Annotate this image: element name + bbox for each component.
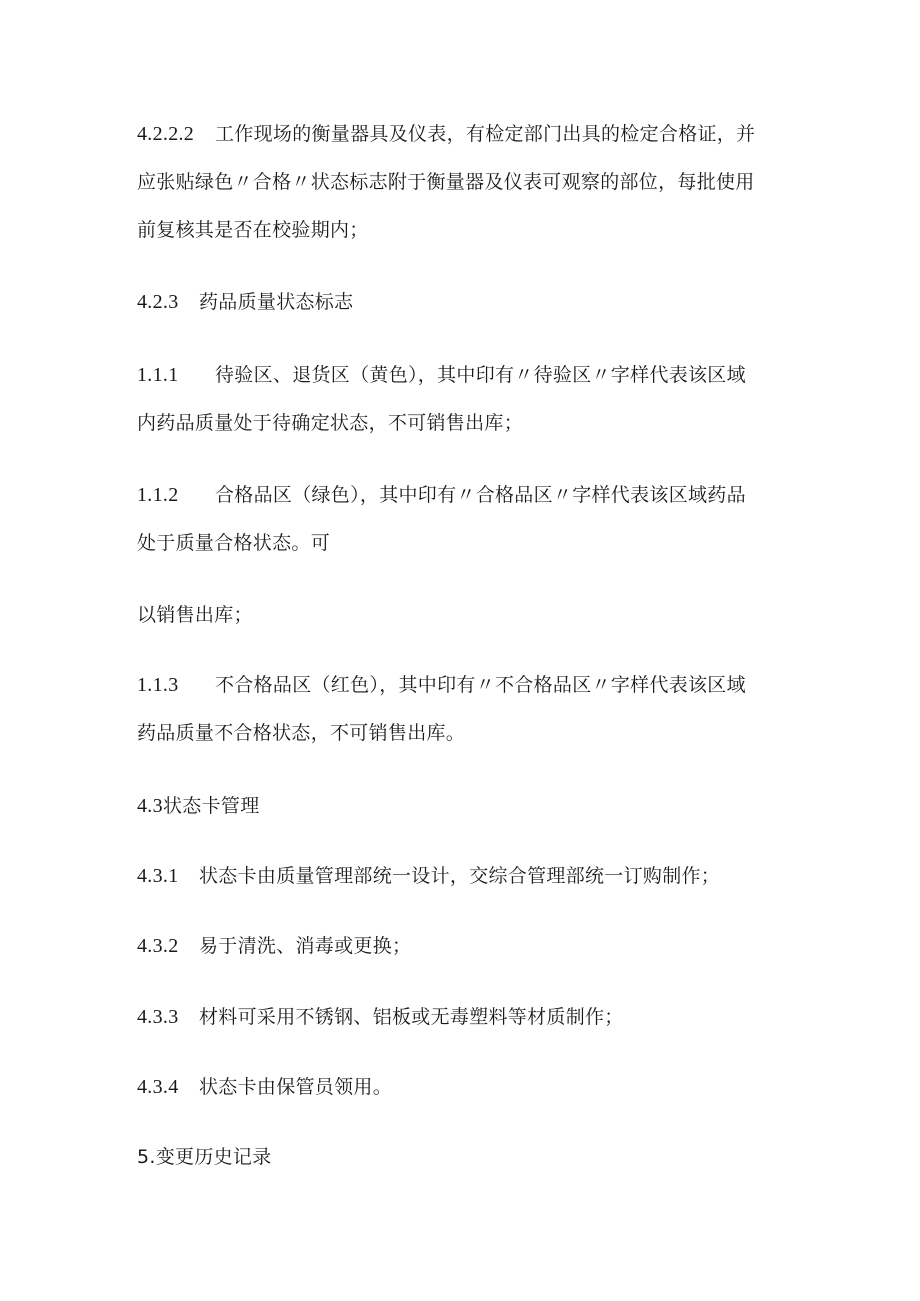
section-number: 1.1.1 <box>137 364 179 386</box>
paragraph-text: 易于清洗、消毒或更换； <box>199 935 412 957</box>
paragraph-1-1-2-continued <box>137 591 785 639</box>
section-number: 1.1.3 <box>137 674 179 696</box>
paragraph-line: 以销售出库； <box>137 604 253 626</box>
paragraph-line <box>137 993 785 1041</box>
paragraph-1-1-2 <box>137 471 785 567</box>
paragraph-4-3-3 <box>137 993 785 1041</box>
section-number: 4.3.4 <box>137 1076 179 1098</box>
paragraph-text: 不合格品区（红色），其中印有〃不合格品区〃字样代表该区域 <box>215 674 746 696</box>
heading-4-2-3 <box>137 278 785 326</box>
paragraph-4-2-2-2 <box>137 110 785 254</box>
section-number: 4.3 <box>137 795 163 817</box>
section-heading: 5.变更历史记录 <box>137 1146 272 1168</box>
paragraph-line: 处于质量合格状态。可 <box>137 532 331 554</box>
paragraph-line: 应张贴绿色〃合格〃状态标志附于衡量器及仪表可观察的部位，每批使用 <box>137 171 755 193</box>
paragraph-1-1-3 <box>137 661 785 757</box>
paragraph-line: 药品质量不合格状态，不可销售出库。 <box>137 722 466 744</box>
section-number: 4.3.2 <box>137 935 179 957</box>
heading-5-change-history <box>137 1133 785 1181</box>
paragraph-text: 状态卡由保管员领用。 <box>199 1076 393 1098</box>
paragraph-line <box>137 278 785 326</box>
paragraph-text: 合格品区（绿色），其中印有〃合格品区〃字样代表该区域药品 <box>215 484 746 506</box>
section-title: 状态卡管理 <box>163 795 260 817</box>
paragraph-text: 材料可采用不锈钢、铝板或无毒塑料等材质制作； <box>199 1006 624 1028</box>
paragraph-line <box>137 1063 785 1111</box>
paragraph-text: 状态卡由质量管理部统一设计，交综合管理部统一订购制作； <box>199 865 721 887</box>
paragraph-line <box>137 782 785 830</box>
section-number: 4.3.1 <box>137 865 179 887</box>
paragraph-4-3-4 <box>137 1063 785 1111</box>
paragraph-line <box>137 852 785 900</box>
paragraph-line <box>137 922 785 970</box>
section-title: 药品质量状态标志 <box>199 291 354 313</box>
heading-4-3 <box>137 782 785 830</box>
paragraph-line <box>137 110 785 158</box>
section-number: 1.1.2 <box>137 484 179 506</box>
paragraph-text: 待验区、退货区（黄色），其中印有〃待验区〃字样代表该区域 <box>215 364 746 386</box>
paragraph-line <box>137 351 785 399</box>
section-number: 4.2.2.2 <box>137 123 195 145</box>
paragraph-line <box>137 471 785 519</box>
paragraph-line: 内药品质量处于待确定状态，不可销售出库； <box>137 412 524 434</box>
paragraph-1-1-1 <box>137 351 785 447</box>
section-number: 4.3.3 <box>137 1006 179 1028</box>
paragraph-line: 前复核其是否在校验期内； <box>137 219 369 241</box>
paragraph-4-3-1 <box>137 852 785 900</box>
paragraph-text: 工作现场的衡量器具及仪表，有检定部门出具的检定合格证，并 <box>215 123 756 145</box>
paragraph-4-3-2 <box>137 922 785 970</box>
section-number: 4.2.3 <box>137 291 179 313</box>
paragraph-line <box>137 661 785 709</box>
